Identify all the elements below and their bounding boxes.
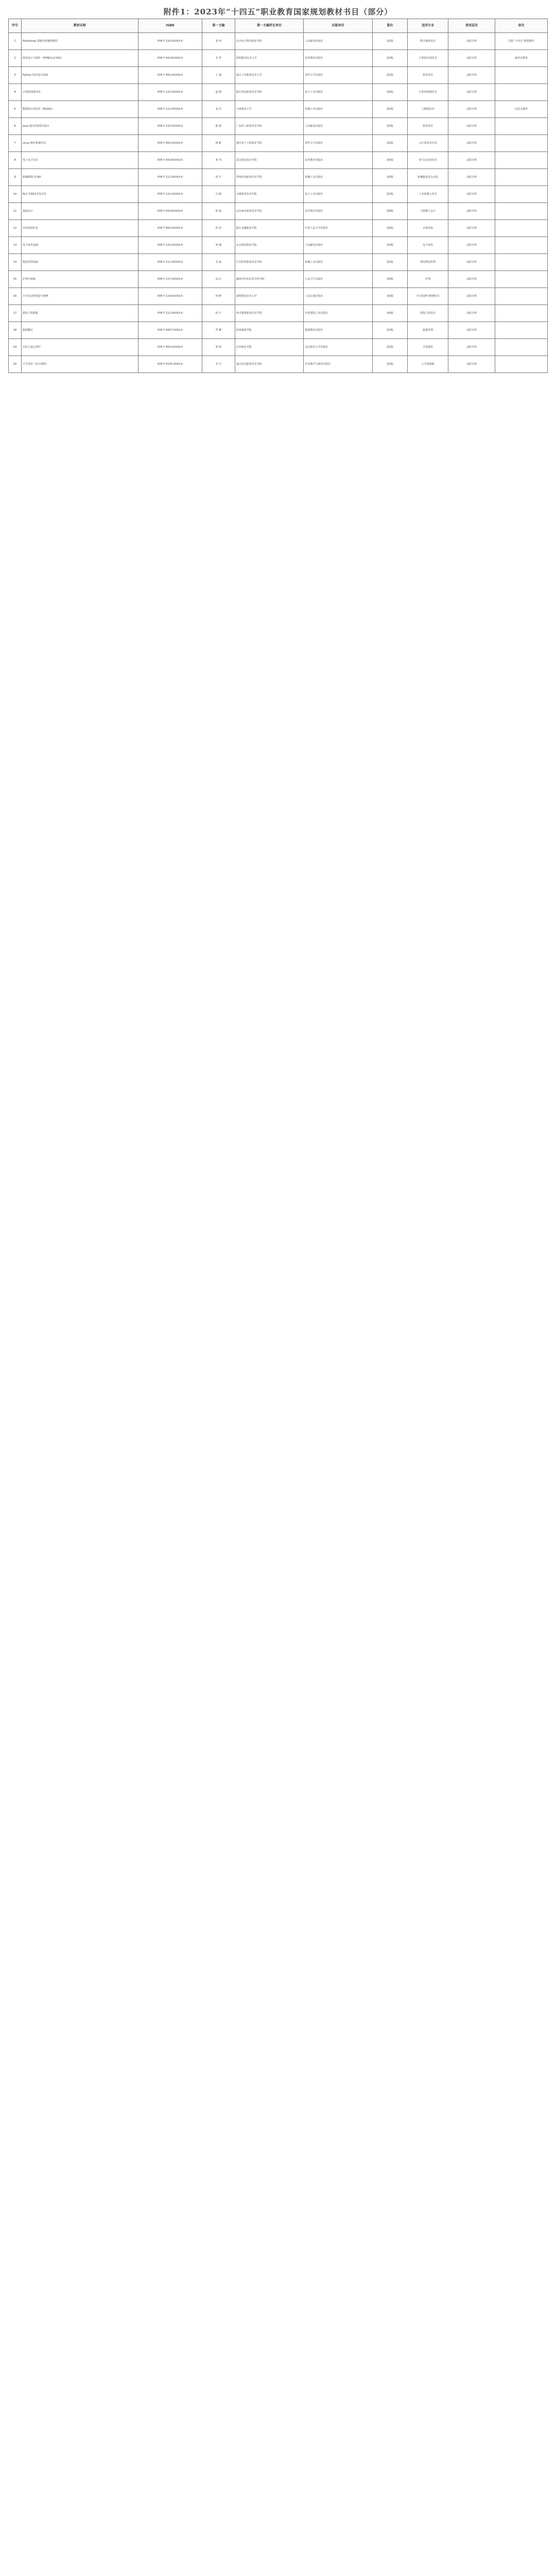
table-row [9,288,548,305]
table-cell: 电子商务 [408,237,448,254]
table-cell: PLC 控制技术及应用 [21,186,138,203]
table-row [9,237,548,254]
table-cell: 8 [9,152,22,169]
table-cell: 1 [9,33,22,50]
table-cell: 高 红 [202,271,235,288]
table-cell: 旅游管理 [408,322,448,339]
table-row [9,33,548,50]
table-cell: 978-7-04-XXXXXX-X [138,152,202,169]
table-cell: 王 强 [202,67,235,84]
table-cell: 孙 涛 [202,220,235,237]
table-cell: 学前教育 [408,339,448,356]
textbook-table [8,19,548,373]
table-cell: 978-7-111-XXXXX-X [138,254,202,271]
table-header-row [9,19,548,33]
table-cell: Photoshop 图像处理案例教程 [21,33,138,50]
table-cell: 机械工业出版社 [304,254,373,271]
column-header: 教材名称 [21,19,138,33]
table-cell: 陈 静 [202,118,235,135]
table-cell: 市场营销 [408,220,448,237]
table-cell [495,322,547,339]
table-cell: 计算机网络技术 [21,84,138,101]
table-cell: 17 [9,305,22,322]
table-cell [495,152,547,169]
table-cell: 山东商业职业技术学院 [235,203,304,220]
table-row [9,322,548,339]
table-cell: 汽车检测与维修技术 [408,288,448,305]
table-cell: 清华大学出版社 [304,67,373,84]
page-title: 附件1：2023年“十四五”职业教育国家规划教材书目（部分） [163,7,393,16]
table-cell: 常州机电职业技术学院 [235,169,304,186]
table-cell: 软件技术 [408,118,448,135]
table-cell: 新形态教材 [495,50,547,67]
table-cell: 活页式教材 [495,101,547,118]
table-cell [495,339,547,356]
table-cell: 7 [9,135,22,152]
table-row [9,118,548,135]
table-cell: 15 [9,271,22,288]
table-cell [495,169,547,186]
table-cell: 电工电子技术 [21,152,138,169]
table-cell: 978-7-121-XXXXX-X [138,186,202,203]
table-cell: 第3版 [373,169,408,186]
table-row [9,135,548,152]
table-cell: 978-7-300-XXXXX-X [138,220,202,237]
table-cell: 高职专科 [448,118,495,135]
table-cell: 2 [9,50,22,67]
table-cell: 高职专科 [448,339,495,356]
table-cell: 第3版 [373,356,408,373]
table-cell: 高职专科 [448,305,495,322]
table-cell: 南京工业职业技术大学 [235,67,304,84]
table-cell: 高职专科 [448,186,495,203]
table-body [9,33,548,373]
table-cell [495,271,547,288]
table-cell: 978-7-115-XXXXX-X [138,237,202,254]
table-cell: 吴 刚 [202,186,235,203]
table-row [9,339,548,356]
table-cell: 徐 丽 [202,203,235,220]
table-cell: 张 明 [202,33,235,50]
table-cell: 学前儿童心理学 [21,339,138,356]
table-cell [495,288,547,305]
table-cell: 电子工业出版社 [304,186,373,203]
table-cell: 物流管理基础 [21,254,138,271]
table-cell: 人民卫生出版社 [304,271,373,288]
table-cell: 高职专科 [448,271,495,288]
table-row [9,67,548,84]
table-cell: 湖南中医药高等专科学校 [235,271,304,288]
table-cell: 14 [9,254,22,271]
table-cell: 机械制造及自动化 [408,169,448,186]
table-cell: 电子商务基础 [21,237,138,254]
table-cell: 10 [9,186,22,203]
table-cell: 978-7-302-XXXXX-X [138,135,202,152]
table-cell: 高等教育出版社 [304,203,373,220]
table-cell: 中国建筑工业出版社 [304,305,373,322]
table-row [9,84,548,101]
table-cell: 高职专科 [448,169,495,186]
table-cell [495,186,547,203]
table-cell: 赵 敏 [202,84,235,101]
table-cell: 天津职业大学 [235,101,304,118]
table-cell: 978-7-303-XXXXX-X [138,339,202,356]
table-cell: 人民邮电出版社 [304,33,373,50]
table-cell: 高职专科 [448,220,495,237]
table-cell: 武汉职业技术学院 [235,152,304,169]
table-cell: 公共基础课 [408,356,448,373]
table-cell: 第6版 [373,203,408,220]
table-cell: 深圳职业技术大学 [235,288,304,305]
table-cell: 高职专科 [448,322,495,339]
table-cell: 人民邮电出版社 [304,237,373,254]
table-cell: 13 [9,237,22,254]
table-row [9,186,548,203]
table-cell: 大数据技术 [408,101,448,118]
table-cell: 四川建筑职业技术学院 [235,305,304,322]
table-row [9,203,548,220]
table-cell: 机械制图与CAD [21,169,138,186]
table-cell: 978-7-115-XXXXX-X [138,33,202,50]
table-cell: 护理 [408,271,448,288]
table-cell: 广东轻工职业技术学院 [235,118,304,135]
table-cell: Linux 操作系统应用 [21,135,138,152]
table-cell: 3 [9,67,22,84]
table-cell: 汽车发动机构造与维修 [21,288,138,305]
table-cell: 第4版 [373,84,408,101]
table-cell [495,118,547,135]
table-cell: 护理学基础 [21,271,138,288]
table-cell: 胡 燕 [202,237,235,254]
table-cell: 11 [9,203,22,220]
table-row [9,356,548,373]
table-row [9,220,548,237]
table-cell: 978-7-04-XXXXXX-X [138,203,202,220]
table-cell: 5 [9,101,22,118]
table-cell: 高职专科 [448,254,495,271]
table-cell: 刘 洋 [202,101,235,118]
table-cell: 计算机应用技术 [408,50,448,67]
table-cell: 浙江机电职业技术学院 [235,84,304,101]
table-cell: 978-7-111-XXXXX-X [138,169,202,186]
table-cell: 软件技术 [408,67,448,84]
table-cell: 19 [9,339,22,356]
table-cell: 黄 伟 [202,152,235,169]
table-cell: 机械工业出版社 [304,101,373,118]
table-cell: 第2版 [373,67,408,84]
table-cell [495,305,547,322]
table-cell: 桂林旅游学院 [235,322,304,339]
table-cell: 人民邮电出版社 [304,118,373,135]
table-cell: 978-7-5135-XXXX-X [138,356,202,373]
table-cell: 第3版 [373,50,408,67]
table-cell: 建筑工程技术 [408,305,448,322]
table-cell: Java 面向对象程序设计 [21,118,138,135]
table-cell: 北京财贸职业学院 [235,237,304,254]
table-cell: 高职专科 [448,288,495,305]
table-cell: 重庆电子工程职业学院 [235,135,304,152]
table-cell: 中国人民大学出版社 [304,220,373,237]
table-cell: 深圳职业技术大学 [235,50,304,67]
table-cell: 李 华 [202,50,235,67]
table-cell: 978-7-112-XXXXX-X [138,305,202,322]
table-cell: 计算机网络技术 [408,84,448,101]
table-cell: 9 [9,169,22,186]
table-cell: 高职专科 [448,84,495,101]
table-cell: 978-7-115-XXXXX-X [138,118,202,135]
column-header: ISBN [138,19,202,33]
table-cell: 云计算技术应用 [408,135,448,152]
table-cell: 第2版 [373,186,408,203]
table-cell [495,67,547,84]
table-cell: 第3版 [373,237,408,254]
table-cell: 高职专科 [448,152,495,169]
table-cell: 数字媒体技术 [408,33,448,50]
table-row [9,254,548,271]
table-cell: 机械工业出版社 [304,169,373,186]
table-cell [495,84,547,101]
table-cell: 978-7-121-XXXXX-X [138,84,202,101]
table-cell: 梁 婷 [202,339,235,356]
table-cell: 大学英语（综合教程） [21,356,138,373]
table-cell: 第3版 [373,322,408,339]
column-header: 序号 [9,19,22,33]
table-cell: 高等教育出版社 [304,50,373,67]
column-header: 出版单位 [304,19,373,33]
table-cell [495,254,547,271]
table-cell: 高职专科 [448,356,495,373]
table-cell: 第4版 [373,220,408,237]
table-cell: 南京信息职业技术学院 [235,356,304,373]
table-cell: 第5版 [373,152,408,169]
table-cell: 人民交通出版社 [304,288,373,305]
table-cell: 北京电子科技职业学院 [235,33,304,50]
table-cell: 基础会计 [21,203,138,220]
table-cell [495,220,547,237]
table-cell: 978-7-111-XXXXX-X [138,101,202,118]
table-cell: 数据库应用技术（MySQL） [21,101,138,118]
table-cell: 高职专科 [448,67,495,84]
column-header: 备注 [495,19,547,33]
table-cell: 旅游教育出版社 [304,322,373,339]
table-cell: 第2版 [373,135,408,152]
table-cell: 首批“十四五”规划教材 [495,33,547,50]
table-cell: 外语教学与研究出版社 [304,356,373,373]
table-row [9,169,548,186]
table-cell: 20 [9,356,22,373]
table-cell: 工业机器人技术 [408,186,448,203]
table-cell: 16 [9,288,22,305]
table-cell: 建筑工程测量 [21,305,138,322]
table-cell: 大数据与会计 [408,203,448,220]
table-cell: 4 [9,84,22,101]
column-header: 第一主编所在单位 [235,19,304,33]
table-cell: 电子工业出版社 [304,84,373,101]
table-cell: 长沙师范学院 [235,339,304,356]
table-cell: 高职专科 [448,203,495,220]
table-row [9,305,548,322]
table-cell [495,356,547,373]
table-cell: 12 [9,220,22,237]
table-cell: 高职专科 [448,237,495,254]
table-cell: 林 峰 [202,288,235,305]
table-cell: 周 军 [202,169,235,186]
column-header: 第一主编 [202,19,235,33]
table-cell: Python 程序设计基础 [21,67,138,84]
table-cell [495,203,547,220]
table-cell: 杨 帆 [202,135,235,152]
table-cell: 高职专科 [448,33,495,50]
table-row [9,152,548,169]
table-cell: 978-7-04-XXXXXX-X [138,50,202,67]
column-header: 适用专业 [408,19,448,33]
table-cell [495,237,547,254]
table-cell: 宋 雪 [202,356,235,373]
table-cell: 电气自动化技术 [408,152,448,169]
table-cell: 何 平 [202,305,235,322]
table-cell: 第2版 [373,33,408,50]
table-cell: 高职专科 [448,50,495,67]
table-cell: 高等教育出版社 [304,152,373,169]
table-cell: 网页设计与制作（HTML5+CSS3） [21,50,138,67]
table-cell: 江苏经贸职业技术学院 [235,254,304,271]
table-cell: 无锡职业技术学院 [235,186,304,203]
table-cell: 现代物流管理 [408,254,448,271]
table-cell: 第4版 [373,305,408,322]
table-row [9,271,548,288]
table-cell: 清华大学出版社 [304,135,373,152]
table-cell: 北京师范大学出版社 [304,339,373,356]
table-cell: 978-7-117-XXXXX-X [138,271,202,288]
table-cell: 978-7-302-XXXXX-X [138,67,202,84]
table-cell: 6 [9,118,22,135]
column-header: 使用层次 [448,19,495,33]
table-cell: 市场营销实务 [21,220,138,237]
table-row [9,50,548,67]
table-cell: 第3版 [373,288,408,305]
table-cell: 18 [9,322,22,339]
table-cell: 978-7-5637-XXXX-X [138,322,202,339]
table-cell: 高职专科 [448,135,495,152]
table-cell: 第2版 [373,339,408,356]
table-cell: 罗 琳 [202,322,235,339]
table-cell: 第4版 [373,271,408,288]
table-cell: 旅游概论 [21,322,138,339]
column-header: 版次 [373,19,408,33]
table-cell: 朱 斌 [202,254,235,271]
table-cell [495,135,547,152]
table-row [9,101,548,118]
table-cell: 第2版 [373,101,408,118]
table-cell: 高职专科 [448,101,495,118]
table-cell: 浙江金融职业学院 [235,220,304,237]
table-cell: 第2版 [373,254,408,271]
table-cell: 978-7-114-XXXXX-X [138,288,202,305]
table-cell: 第3版 [373,118,408,135]
